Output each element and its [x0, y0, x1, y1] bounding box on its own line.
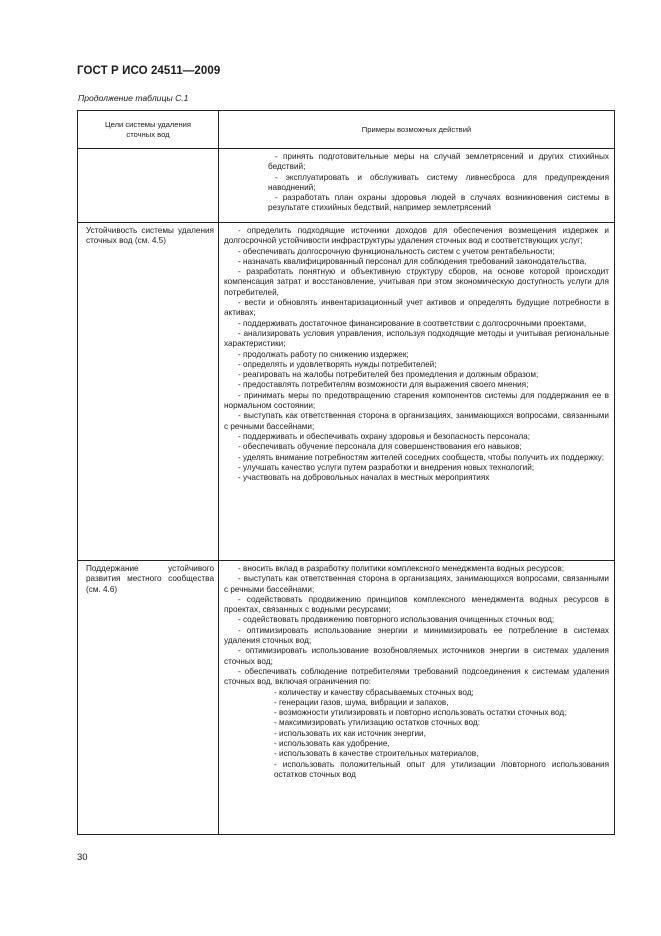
- sub-item: - генерации газов, шума, вибрации и запахов,: [274, 697, 449, 707]
- action-item: - оптимизировать использование энергии и минимизировать ее потребление в системах удаления сточных вод;: [224, 625, 609, 646]
- table-continuation-caption: Продолжение таблицы С.1: [78, 93, 189, 103]
- sub-item: - использовать положительный опыт для утилизации /повторного использования остатков сточных вод: [274, 759, 609, 779]
- table-row: [78, 223, 615, 561]
- action-item: - содействовать продвижению принципов комплексного менеджмента водных ресурсов в проектах, связанных с водными ресурсами;: [224, 594, 609, 615]
- action-item: - предоставлять потребителям возможности для выражения своего мнения;: [238, 380, 529, 390]
- sub-item: - использовать их как источник энергии,: [274, 728, 426, 738]
- action-item: - поддерживать и обеспечивать охрану здоровья и безопасность персонала;: [238, 431, 530, 441]
- actions-cell: [219, 223, 615, 561]
- action-item: - обеспечивать долгосрочную функциональность систем с учетом рентабельности;: [238, 246, 555, 256]
- action-item: - продолжать работу по снижению издержек;: [238, 349, 409, 359]
- goal-cell: Устойчивость системы удаления сточных вод (см. 4.5): [78, 223, 219, 561]
- col-header-goals: Цели системы удаления сточных вод: [78, 111, 219, 149]
- actions-table: [77, 110, 615, 835]
- action-item: - улучшать качество услуги путем разработки и внедрения новых технологий;: [238, 462, 535, 472]
- goal-cell: Поддержание устойчивого развития местного сообщества (см. 4.6): [78, 561, 219, 835]
- col-header-actions: Примеры возможных действий: [219, 111, 615, 149]
- action-item: - оптимизировать использование возобновляемых источников энергии в системах удаления сточных вод;: [224, 646, 609, 666]
- page-number: 30: [77, 852, 88, 863]
- goal-cell: [78, 149, 219, 223]
- document-title: ГОСТ Р ИСО 24511—2009: [77, 65, 221, 77]
- table-row: [78, 561, 615, 835]
- action-item: - разработать план охраны здоровья людей в случаях возникновения системы в результате стихийных бедствий, например землетрясений: [268, 193, 609, 213]
- sub-item: - использовать как удобрение,: [274, 739, 390, 749]
- action-item: - разработать понятную и объективную структуру сборов, на основе которой происходит компенсация затрат и восстановление, учитывая при этом экономическую доступность услуги для потребителей,: [224, 267, 609, 297]
- action-item: - определить подходящие источники доходов для обеспечения возмещения издержек и долгосрочной устойчивости инфраструктуры удаления сточных вод и соответствующих услуг;: [224, 226, 609, 246]
- action-item: - эксплуатировать и обслуживать систему ливнесброса для предупреждения наводнений;: [268, 172, 609, 192]
- action-item: - содействовать продвижению повторного использования очищенных сточных вод;: [238, 615, 555, 625]
- actions-cell: [219, 149, 615, 223]
- action-item: - обеспечивать соблюдение потребителями требований подсоединения к системам удаления сточных вод, включая ограничения по:: [224, 666, 609, 687]
- actions-cell: [219, 561, 615, 835]
- action-item: - вести и обновлять инвентаризационный учет активов и определять будущие потребности в активах;: [224, 298, 609, 318]
- action-item: - определять и удовлетворять нужды потребителей;: [238, 359, 437, 369]
- action-item: - участвовать на добровольных началах в местных мероприятиях: [238, 473, 490, 483]
- action-item: - назначать квалифицированный персонал для соблюдения требований законодательства,: [238, 256, 587, 266]
- action-item: - принять подготовительные меры на случай землетрясений и других стихийных бедствий;: [268, 152, 609, 172]
- action-item: - вносить вклад в разработку политики комплексного менеджмента водных ресурсов;: [238, 564, 564, 573]
- action-item: - выступать как ответственная сторона в организациях, занимающихся вопросами, связанными с речными бассейнами;: [224, 574, 609, 594]
- action-item: - уделять внимание потребностям жителей соседних сообществ, чтобы получить их поддержку;: [238, 452, 605, 462]
- action-item: - принимать меры по предотвращению старения компонентов системы для поддержания ее в нормальном состоянии;: [224, 390, 609, 411]
- action-item: - максимизировать утилизацию остатков сточных вод:: [274, 718, 480, 728]
- action-item: - поддерживать достаточное финансирование в соответствии с долгосрочными проектами,: [238, 318, 587, 328]
- table-header-row: [78, 111, 615, 149]
- action-item: - реагировать на жалобы потребителей без промедления и должным образом;: [238, 370, 539, 380]
- sub-item: - количеству и качеству сбрасываемых сточных вод;: [274, 687, 474, 697]
- sub-item: - использовать в качестве строительных материалов,: [274, 749, 479, 759]
- action-item: - обеспечивать обучение персонала для совершенствования его навыков;: [238, 442, 522, 452]
- table-row: [78, 149, 615, 223]
- action-item: - выступать как ответственная сторона в организациях, занимающихся вопросами, связанными с речными бассейнами;: [224, 411, 609, 431]
- sub-item: - возможности утилизировать и повторно использовать остатки сточных вод;: [274, 708, 567, 718]
- action-item: - анализировать условия управления, используя подходящие методы и учитывая региональные характеристики;: [224, 328, 609, 349]
